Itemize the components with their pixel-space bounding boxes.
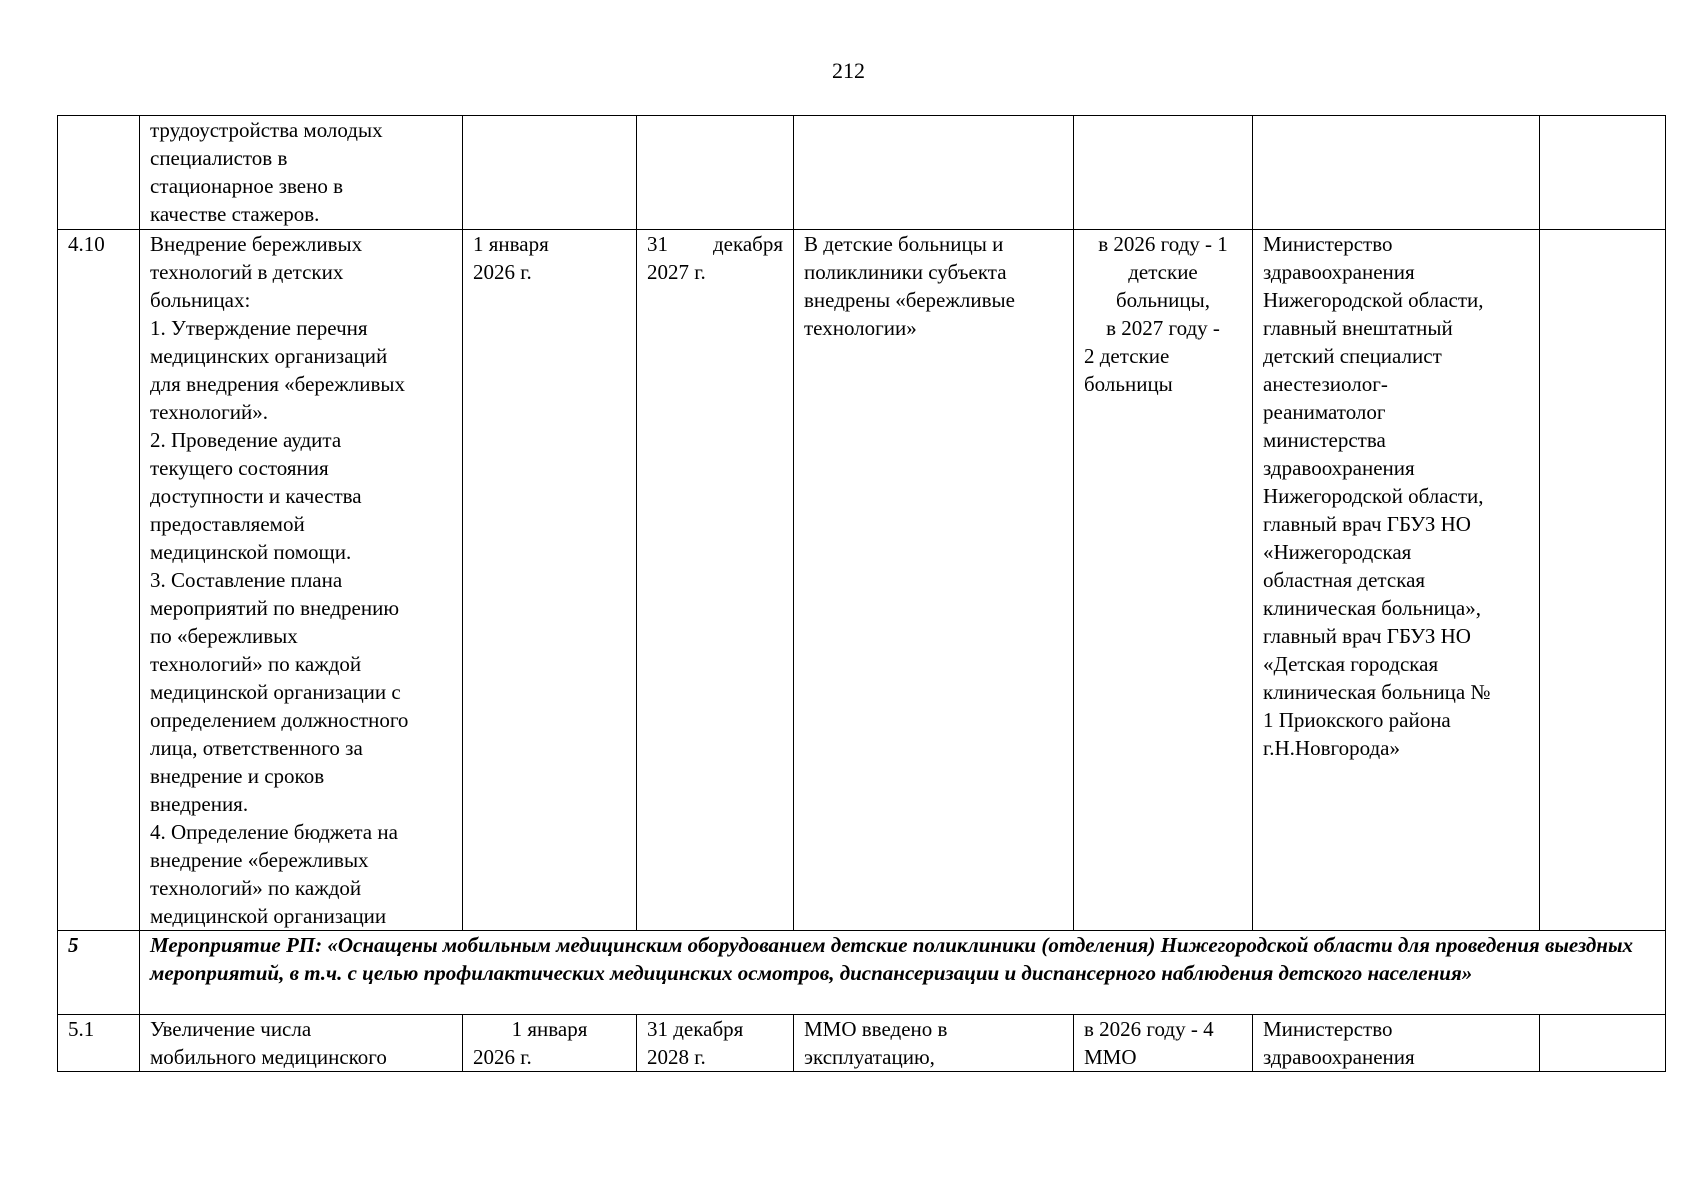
cell-extra xyxy=(1540,1015,1666,1072)
section-row xyxy=(58,931,1666,1015)
cell-responsible xyxy=(1253,116,1540,230)
end-date-line xyxy=(647,230,783,258)
cell-measure-name: Увеличение числа мобильного медицинского xyxy=(140,1015,463,1072)
end-date-day: 31 xyxy=(647,232,668,256)
section-title: Мероприятие РП: «Оснащены мобильным медицинским оборудованием детские поликлиники (отделения) Нижегородской области для проведения выездных мероприятий, в т.ч. с целью профилактических медицинских осмотров, диспансеризации и диспансерного наблюдения детского населения» xyxy=(140,931,1666,1015)
cell-indicator xyxy=(1074,116,1253,230)
cell-end-date xyxy=(637,116,794,230)
cell-start-date: 1 января 2026 г. xyxy=(463,230,637,931)
measures-table xyxy=(57,115,1666,1072)
cell-start-date xyxy=(463,116,637,230)
cell-result xyxy=(794,116,1074,230)
cell-indicator xyxy=(1074,230,1253,931)
end-date-month: декабря xyxy=(712,232,783,256)
cell-measure-name: Внедрение бережливых технологий в детских больницах: 1. Утверждение перечня медицинских организаций для внедрения «бережливых технологий». 2. Проведение аудита текущего состояния доступности и качества предоставляемой медицинской помощи. 3. Составление плана мероприятий по внедрению по «бережливых технологий» по каждой медицинской организации с определением должностного лица, ответственного за внедрение и сроков внедрения. 4. Определение бюджета на внедрение «бережливых технологий» по каждой медицинской организации xyxy=(140,230,463,931)
cell-indicator: в 2026 году - 4 ММО xyxy=(1074,1015,1253,1072)
start-date-line: 1 января xyxy=(511,1017,588,1041)
cell-end-date xyxy=(637,230,794,931)
cell-start-date xyxy=(463,1015,637,1072)
page-number: 212 xyxy=(832,58,865,83)
cell-responsible: Министерство здравоохранения xyxy=(1253,1015,1540,1072)
table-row xyxy=(58,230,1666,931)
cell-result: ММО введено в эксплуатацию, xyxy=(794,1015,1074,1072)
indicator-text-centered: в 2026 году - 1 детские больницы, в 2027 году - xyxy=(1098,232,1228,340)
cell-extra xyxy=(1540,230,1666,931)
cell-number: 5 xyxy=(58,931,140,1015)
cell-responsible: Министерство здравоохранения Нижегородской области, главный внештатный детский специалист анестезиолог- реаниматолог министерства здравоохранения Нижегородской области, главный врач ГБУЗ НО «Нижегородская областная детская клиническая больница», главный врач ГБУЗ НО «Детская городская клиническая больница № 1 Приокского района г.Н.Новгорода» xyxy=(1253,230,1540,931)
cell-number: 4.10 xyxy=(58,230,140,931)
start-date-year: 2026 г. xyxy=(473,1045,532,1069)
cell-extra xyxy=(1540,116,1666,230)
cell-end-date: 31 декабря 2028 г. xyxy=(637,1015,794,1072)
table-row xyxy=(58,116,1666,230)
cell-number xyxy=(58,116,140,230)
cell-number: 5.1 xyxy=(58,1015,140,1072)
end-date-year: 2027 г. xyxy=(647,260,706,284)
cell-measure-name: трудоустройства молодых специалистов в стационарное звено в качестве стажеров. xyxy=(140,116,463,230)
indicator-text: 2 детские больницы xyxy=(1084,344,1173,396)
table-row xyxy=(58,1015,1666,1072)
cell-result: В детские больницы и поликлиники субъекта внедрены «бережливые технологии» xyxy=(794,230,1074,931)
